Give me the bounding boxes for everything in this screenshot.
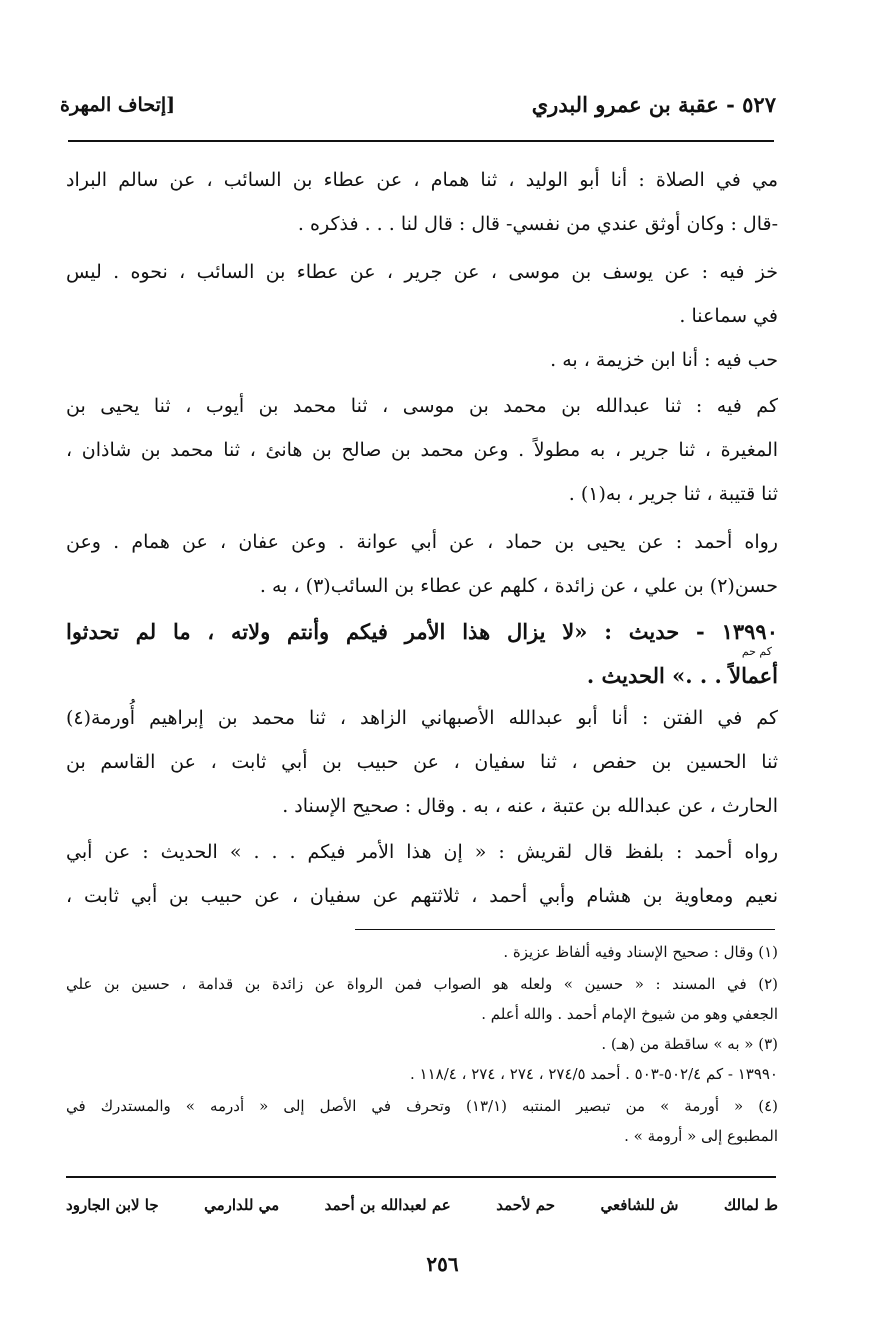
legend-item: جا لابن الجارود <box>66 1196 159 1214</box>
legend-item: عم لعبدالله بن أحمد <box>324 1196 451 1214</box>
footnote: المطبوع إلى « أرومة » . <box>624 1127 778 1145</box>
legend-item: حم لأحمد <box>496 1196 556 1214</box>
footnote: (٣) « به » ساقطة من (هـ) . <box>601 1035 778 1053</box>
legend-item: ط لمالك <box>723 1196 778 1214</box>
text-line: الحارث ، عن عبدالله بن عتبة ، عنه ، به . وقال : صحيح الإسناد . <box>282 795 778 817</box>
hadith-source-tag: كم حم <box>741 645 772 658</box>
legend-rule <box>66 1176 776 1178</box>
hadith-heading-line: ١٣٩٩٠ - حديث : «لا يزال هذا الأمر فيكم وأنتم ولاته ، ما لم تحدثوا <box>66 619 778 644</box>
hadith-heading-line: أعمالاً . . .» الحديث . <box>586 663 778 688</box>
text-line: ثنا الحسين بن حفص ، ثنا سفيان ، عن حبيب بن أبي ثابت ، عن القاسم بن <box>66 751 778 773</box>
footnote-rule <box>355 929 775 930</box>
text-line: -قال : وكان أوثق عندي من نفسي- قال : قال لنا . . . فذكره . <box>297 213 778 235</box>
text-line: رواه أحمد : عن يحيى بن حماد ، عن أبي عوانة . وعن عفان ، عن همام . وعن <box>66 531 778 553</box>
text-line: مي في الصلاة : أنا أبو الوليد ، ثنا همام ، عن عطاء بن السائب ، عن سالم البراد <box>66 169 778 191</box>
header-chapter-title: ٥٢٧ - عقبة بن عمرو البدري <box>531 92 776 117</box>
footnote: (١) وقال : صحيح الإسناد وفيه ألفاظ عزيزة . <box>503 943 778 961</box>
text-line: ثنا قتيبة ، ثنا جرير ، به(١) . <box>568 483 778 505</box>
footnote: ١٣٩٩٠ - كم ٥٠٢/٤-٥٠٣ . أحمد ٢٧٤/٥ ، ٢٧٤ ، ٢٧٤ ، ١١٨/٤ . <box>409 1065 778 1083</box>
text-line: حب فيه : أنا ابن خزيمة ، به . <box>550 349 778 371</box>
abbreviation-legend <box>66 1196 778 1224</box>
running-header <box>60 92 776 132</box>
text-line: نعيم ومعاوية بن هشام وأبي أحمد ، ثلاثتهم عن سفيان ، عن حبيب بن أبي ثابت ، <box>66 885 778 907</box>
page-number: ٢٥٦ <box>426 1252 459 1276</box>
text-line: كم في الفتن : أنا أبو عبدالله الأصبهاني الزاهد ، ثنا محمد بن إبراهيم أُورمة(٤) <box>66 707 778 729</box>
text-line: المغيرة ، ثنا جرير ، به مطولاً . وعن محمد بن صالح بن هانئ ، ثنا محمد بن شاذان ، <box>66 439 778 461</box>
text-line: في سماعنا . <box>679 305 778 327</box>
text-line: رواه أحمد : بلفظ قال لقريش : « إن هذا الأمر فيكم . . . » الحديث : عن أبي <box>66 841 778 863</box>
text-line: كم فيه : ثنا عبدالله بن محمد بن موسى ، ثنا محمد بن أيوب ، ثنا يحيى بن <box>66 395 778 417</box>
header-book-title: [إتحاف المهرة <box>60 94 176 116</box>
footnote: (٤) « أورمة » من تبصير المنتبه (١٣/١) وتحرف في الأصل إلى « أدرمه » والمستدرك في <box>66 1097 778 1115</box>
footnote: الجعفي وهو من شيوخ الإمام أحمد . والله أعلم . <box>481 1005 778 1023</box>
header-rule <box>68 140 774 142</box>
legend-item: ش للشافعي <box>600 1196 679 1214</box>
text-line: خز فيه : عن يوسف بن موسى ، عن جرير ، عن عطاء بن السائب ، نحوه . ليس <box>66 261 778 283</box>
footnote: (٢) في المسند : « حسين » ولعله هو الصواب فمن الرواة عن زائدة بن قدامة ، حسين بن علي <box>66 975 778 993</box>
legend-item: مي للدارمي <box>204 1196 280 1214</box>
text-line: حسن(٢) بن علي ، عن زائدة ، كلهم عن عطاء بن السائب(٣) ، به . <box>259 575 778 597</box>
